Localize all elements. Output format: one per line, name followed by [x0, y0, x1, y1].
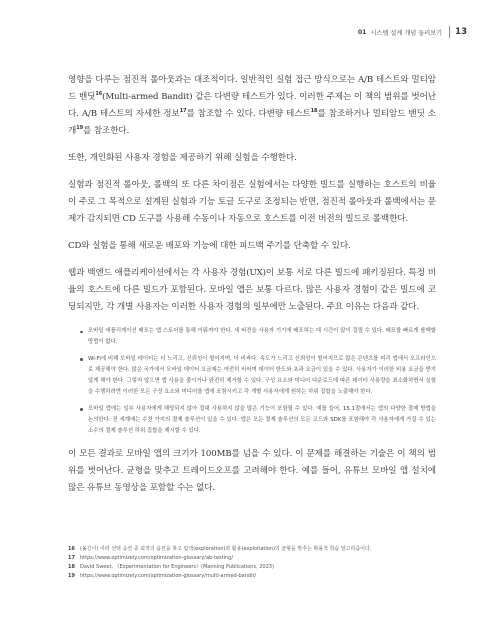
paragraph-3: 실험과 점진적 롤아웃, 롤백의 또 다른 차이점은 실험에서는 다양한 빌드를 실행하는 호스트의 비율이 주로 그 목적으로 설계된 실험과 기능 토글 도구로 조정되는 반면, 점진적 롤아웃과 롤백에서는 문제가 감지되면 CD 도구를 사용해 수동이나 자동으로 호스트를 이전 버전의 빌드로 롤백한다.: [68, 180, 436, 224]
footnote-ref[interactable]: 17: [179, 108, 187, 115]
paragraph-4: CD와 실험을 통해 새로운 배포와 기능에 대한 피드백 주기를 단축할 수 있다.: [68, 241, 351, 251]
list-item: Wi-Fi에 비해 모바일 데이터는 더 느리고, 신뢰성이 떨어지며, 더 비싸다. 속도가 느리고 신뢰성이 떨어지므로 많은 콘텐츠를 미리 앱에서 오프라인으로 제공해야 한다. 많은 국가에서 모바일 데이터 요금제는 여전히 비싸며 데이터 한도와 초과 요금이 있을 수 있다. 사용자가 이러한 비용 요금을 받지 않게 해야 한다. 그렇지 않으면 앱 사용을 줄이거나 완전히 제거할 수 있다. 구성 요소와 미디어 다운로드에 따른 데이터 사용량을 최소화하면서 실험을 수행하려면 이러한 모든 구성 요소와 미디어를 앱에 포함시키고 각 개별 사용자에게 원하는 하위 집합을 노출해야 한다.: [80, 354, 436, 399]
paragraph-text: 를 참조할 수 있다. 다변량 테스트: [186, 109, 311, 119]
header-divider: [449, 26, 450, 38]
page-number: 13: [455, 27, 467, 37]
footnotes: [68, 545, 436, 581]
footnote: [68, 572, 436, 581]
footnote-text: David Sweet, 《Experimentation for Engineers》(Manning Publications, 2023): [80, 564, 274, 570]
running-header: [358, 25, 467, 39]
footnote-link[interactable]: https://www.optimizely.com/optimization-glossary/multi-armed-bandit/: [80, 573, 257, 579]
footnote-number: 18: [68, 564, 75, 570]
paragraph-2: 또한, 개인화된 사용자 경험을 제공하기 위해 실험을 수행한다.: [68, 153, 297, 163]
footnote: [68, 545, 436, 554]
footnote-number: 16: [68, 546, 75, 552]
footnote-ref[interactable]: 19: [76, 125, 83, 132]
footnote-text: (옮긴이) 여러 선택 옵션 중 최적의 옵션을 찾고 탐색(exploration)과 활용(exploitation)의 균형을 맞추는 확률적 학습 알고리즘이다.: [80, 546, 372, 552]
footnote: [68, 563, 436, 572]
paragraph-text: 를 참조한다.: [82, 126, 130, 136]
footnote-number: 19: [68, 573, 75, 579]
chapter-number: 01: [357, 28, 367, 36]
reason-list: [68, 326, 436, 438]
paragraph-text: (Multi-armed Bandit) 같은 다변량 테스트가 있다. 이러한 주제는 이 책의 범위를 벗어난다. A/B 테스트의 자세한 정보: [68, 92, 436, 119]
paragraph-6: 이 모든 결과로 모바일 앱의 크기가 100MB를 넘을 수 있다. 이 문제를 해결하는 기술은 이 책의 범위를 벗어난다. 균형을 맞추고 트레이드오프를 고려해야 한다. 예를 들어, 유튜브 모바일 앱 설치에 많은 유튜브 동영상을 포함할 수는 없다.: [68, 448, 436, 493]
footnote-link[interactable]: https://www.optimizely.com/optimization-glossary/ab-testing/: [80, 555, 234, 561]
footnote-number: 17: [68, 555, 75, 561]
chapter-title: 시스템 설계 개념 둘러보기: [370, 29, 443, 37]
list-item: 모바일 앱에는 일부 사용자에게 해당되지 않아 절대 사용하지 않을 많은 기능이 포함될 수 있다. 예를 들어, 15.1절에서는 앱의 다양한 결제 방법을 논의한다. 전 세계에는 수천 가지의 결제 솔루션이 있을 수 있다. 앱은 모든 결제 솔루션의 모든 코드와 SDK를 포함해야 각 사용자에게 가질 수 있는 소수의 결제 솔루션 하위 집합을 제시할 수 있다.: [80, 404, 436, 438]
page-body: [68, 72, 436, 507]
footnote-ref[interactable]: 18: [310, 108, 318, 115]
footnote: [68, 554, 436, 563]
paragraph-5: 웹과 백엔드 애플리케이션에서는 각 사용자 경험(UX)이 보통 서로 다른 빌드에 패키징된다. 특정 비율의 호스트에 다른 빌드가 포함된다. 모바일 앱은 보통 다르다. 많은 사용자 경험이 같은 빌드에 코딩되지만, 각 개별 사용자는 이러한 사용자 경험의 일부에만 노출된다. 주요 이유는 다음과 같다.: [68, 268, 436, 312]
paragraph-text: 영향을 다루는 점진적 롤아웃과는 대조적이다. 일반적인 실험 접근 방식으로는 A/B 테스트와 멀티암드 밴딧: [68, 75, 436, 102]
paragraph-1: [68, 72, 436, 140]
footnote-ref[interactable]: 16: [95, 91, 103, 98]
paragraph-text: 를 참조하거나 멀티암드 밴딧 소개: [68, 109, 436, 136]
list-item: 모바일 애플리케이션 배포는 앱 스토어를 통해 이뤄져야 한다. 새 버전을 사용자 기기에 배포하는 데 시간이 많이 걸릴 수 있다. 배포를 빠르게 롤백할 방법이 없다.: [80, 326, 436, 349]
